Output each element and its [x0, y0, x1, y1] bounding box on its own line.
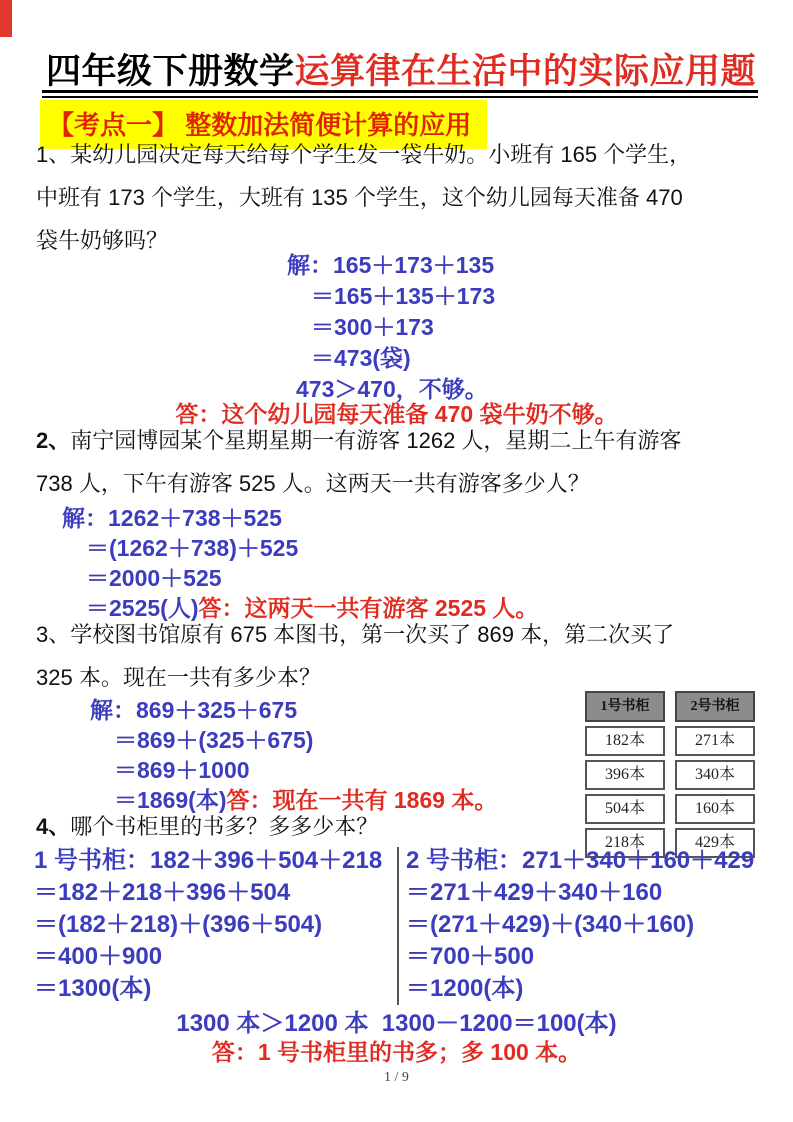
table-cell: 160本: [675, 794, 755, 824]
solution-line: 解：869＋325＋675: [90, 697, 298, 723]
solution-line: ＝869＋1000: [114, 757, 250, 783]
solution-line: 1 号书柜：182＋396＋504＋218: [34, 847, 383, 874]
bookcase-2-header: 2号书柜: [675, 691, 755, 722]
problem-4-line: 4、哪个书柜里的书多？多多少本？: [36, 814, 379, 839]
page-title-black: 四年级下册数学: [46, 52, 295, 91]
solution-line: ＝2525(人)答：这两天一共有游客 2525 人。: [86, 595, 539, 621]
problem-2-line: 738 人，下午有游客 525 人。这两天一共有游客多少人？: [36, 471, 590, 496]
problem-1-answer: 答：这个幼儿园每天准备 470 袋牛奶不够。: [175, 401, 618, 427]
solution-line: ＝(182＋218)＋(396＋504): [34, 911, 323, 938]
problem-4-text: [36, 805, 576, 848]
problem-3-answer: 答：现在一共有 1869 本。: [226, 787, 498, 813]
solution-line: 解：165＋173＋135: [287, 252, 495, 278]
problem-2-answer: 答：这两天一共有游客 2525 人。: [198, 595, 539, 621]
bookcase-1-calculation: [34, 845, 398, 1005]
bookcase-tables: [585, 691, 755, 858]
solution-line: ＝271＋429＋340＋160: [406, 879, 663, 906]
bookcase-table-2: [675, 691, 755, 858]
table-cell: 340本: [675, 760, 755, 790]
problem-3-solution: [90, 695, 497, 815]
table-cell: 271本: [675, 726, 755, 756]
solution-line: ＝300＋173: [311, 314, 434, 340]
solution-line: ＝(271＋429)＋(340＋160): [406, 911, 695, 938]
solution-line: ＝473(袋): [311, 345, 411, 371]
problem-2-text: [36, 419, 766, 505]
problem-1-solution: [287, 250, 495, 405]
problem-3-line: 3、学校图书馆原有 675 本图书，第一次买了 869 本，第二次买了: [36, 622, 675, 647]
problem-1-line: 袋牛奶够吗？: [36, 228, 169, 253]
problem-2-solution: [62, 503, 538, 623]
problem-3-line: 325 本。现在一共有多少本？: [36, 665, 321, 690]
solution-line: ＝869＋(325＋675): [114, 727, 314, 753]
solution-line: ＝1200(本): [406, 975, 524, 1002]
solution-line: 解：1262＋738＋525: [62, 505, 282, 531]
solution-line: ＝1869(本)答：现在一共有 1869 本。: [114, 787, 498, 813]
problem-1-line: 1、某幼儿园决定每天给每个学生发一袋牛奶。小班有 165 个学生，: [36, 142, 692, 167]
problem-1-line: 中班有 173 个学生，大班有 135 个学生，这个幼儿园每天准备 470: [36, 185, 683, 210]
solution-line: ＝182＋218＋396＋504: [34, 879, 291, 906]
bookcase-2-calculation: [398, 845, 754, 1005]
solution-line: ＝1300(本): [34, 975, 152, 1002]
problem-4-number: 4、: [36, 814, 71, 839]
solution-line: 473＞470，不够。: [296, 376, 488, 402]
table-cell: 182本: [585, 726, 665, 756]
page-title-red: 运算律在生活中的实际应用题: [294, 52, 757, 91]
solution-line: ＝165＋135＋173: [311, 283, 496, 309]
problem-4-comparison: 1300 本＞1200 本 1300－1200＝100(本): [176, 1010, 617, 1037]
table-cell: 396本: [585, 760, 665, 790]
column-divider-line: [397, 847, 399, 1005]
table-cell: 429本: [675, 828, 755, 858]
table-cell: 504本: [585, 794, 665, 824]
page-title: [46, 44, 760, 94]
solution-line: ＝(1262＋738)＋525: [86, 535, 299, 561]
problem-1-text: [36, 133, 766, 262]
bookcase-1-header: 1号书柜: [585, 691, 665, 722]
solution-line: 2 号书柜：271＋340＋160＋429: [406, 847, 755, 874]
bookcase-table-1: [585, 691, 665, 858]
problem-3-text: [36, 613, 766, 699]
solution-line: ＝700＋500: [406, 943, 535, 970]
problem-4-worked-columns: [34, 845, 774, 1005]
page-number: 1 / 9: [384, 1070, 409, 1085]
section-header: 【考点一】 整数加法简便计算的应用: [40, 100, 487, 149]
table-cell: 218本: [585, 828, 665, 858]
title-double-underline: [42, 90, 758, 98]
corner-red-mark: [0, 0, 12, 37]
solution-line: ＝400＋900: [34, 943, 163, 970]
problem-2-line: 2、南宁园博园某个星期星期一有游客 1262 人，星期二上午有游客: [36, 428, 682, 453]
problem-4-answer: 答：1 号书柜里的书多；多 100 本。: [211, 1039, 582, 1065]
solution-line: ＝2000＋525: [86, 565, 222, 591]
problem-2-number: 2、: [36, 428, 71, 453]
